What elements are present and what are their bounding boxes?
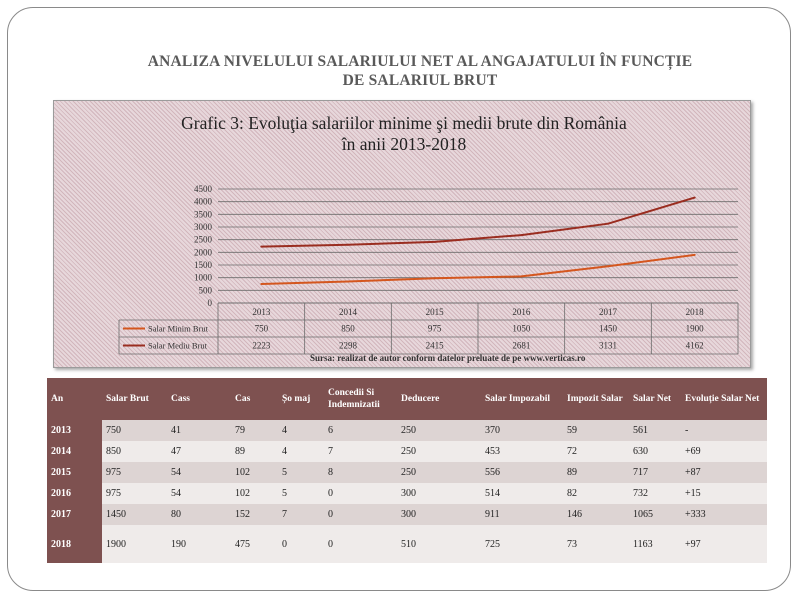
data-label: 1900 bbox=[685, 323, 704, 334]
table-cell: 7 bbox=[324, 441, 397, 462]
series-line bbox=[261, 255, 694, 284]
data-point bbox=[347, 280, 349, 282]
table-cell: 79 bbox=[231, 420, 278, 441]
table-cell: 73 bbox=[563, 525, 629, 563]
y-tick-label: 4000 bbox=[194, 196, 212, 207]
row-year: 2014 bbox=[47, 441, 102, 462]
table-cell: +333 bbox=[681, 504, 767, 525]
table-cell: 4 bbox=[278, 441, 324, 462]
table-row bbox=[47, 483, 767, 504]
data-point bbox=[260, 246, 262, 248]
table-cell: 41 bbox=[167, 420, 231, 441]
data-label: 2415 bbox=[425, 340, 444, 351]
table-cell: +69 bbox=[681, 441, 767, 462]
data-label: 750 bbox=[254, 323, 269, 334]
table-cell: 561 bbox=[629, 420, 681, 441]
x-tick-label: 2013 bbox=[252, 307, 271, 317]
data-point bbox=[694, 254, 696, 256]
data-point bbox=[520, 275, 522, 277]
column-header: Cas bbox=[231, 378, 278, 420]
table-cell: 1163 bbox=[629, 525, 681, 563]
column-header: Evoluție Salar Net bbox=[681, 378, 767, 420]
x-tick-label: 2015 bbox=[425, 307, 444, 317]
table-row bbox=[47, 462, 767, 483]
table-cell: 102 bbox=[231, 483, 278, 504]
table-cell: 89 bbox=[231, 441, 278, 462]
table-cell: 89 bbox=[563, 462, 629, 483]
table-row bbox=[47, 420, 767, 441]
data-label: 1450 bbox=[599, 323, 617, 334]
row-year: 2017 bbox=[47, 504, 102, 525]
column-header: An bbox=[47, 378, 102, 420]
table-cell: 54 bbox=[167, 483, 231, 504]
table-cell: 911 bbox=[481, 504, 563, 525]
y-tick-label: 2000 bbox=[194, 247, 212, 258]
table-cell: 152 bbox=[231, 504, 278, 525]
salary-table bbox=[47, 378, 767, 563]
y-tick-label: 500 bbox=[198, 285, 212, 296]
legend-label: Salar Mediu Brut bbox=[148, 340, 208, 351]
column-header: Impozit Salar bbox=[563, 378, 629, 420]
data-label: 2223 bbox=[252, 340, 271, 351]
table-cell: 300 bbox=[397, 483, 481, 504]
table-cell: 72 bbox=[563, 441, 629, 462]
row-year: 2018 bbox=[47, 525, 102, 563]
column-header: Cass bbox=[167, 378, 231, 420]
table-cell: 1065 bbox=[629, 504, 681, 525]
table-cell: 514 bbox=[481, 483, 563, 504]
table-cell: 0 bbox=[324, 504, 397, 525]
table-cell: 5 bbox=[278, 483, 324, 504]
table-cell: 59 bbox=[563, 420, 629, 441]
table-cell: 630 bbox=[629, 441, 681, 462]
table-cell: 750 bbox=[102, 420, 167, 441]
y-tick-label: 2500 bbox=[194, 234, 212, 245]
table-cell: 82 bbox=[563, 483, 629, 504]
table-cell: 80 bbox=[167, 504, 231, 525]
table-cell: 146 bbox=[563, 504, 629, 525]
table-row bbox=[47, 441, 767, 462]
data-label: 975 bbox=[427, 323, 442, 334]
data-point bbox=[607, 265, 609, 267]
column-header: Concedii Si Indemnizatii bbox=[324, 378, 397, 420]
data-point bbox=[520, 234, 522, 236]
table-cell: +97 bbox=[681, 525, 767, 563]
table-cell: 475 bbox=[231, 525, 278, 563]
table-cell: 47 bbox=[167, 441, 231, 462]
x-tick-label: 2014 bbox=[339, 307, 357, 317]
table-cell: 54 bbox=[167, 462, 231, 483]
table-cell: 732 bbox=[629, 483, 681, 504]
y-tick-label: 1500 bbox=[194, 260, 212, 270]
data-label: 850 bbox=[341, 323, 355, 334]
table-cell: 5 bbox=[278, 462, 324, 483]
row-year: 2013 bbox=[47, 420, 102, 441]
data-point bbox=[694, 197, 696, 199]
data-label: 2681 bbox=[512, 340, 531, 351]
data-point bbox=[607, 223, 609, 225]
table-cell: 0 bbox=[278, 525, 324, 563]
column-header: Salar Net bbox=[629, 378, 681, 420]
x-tick-label: 2016 bbox=[512, 307, 531, 317]
table-cell: +15 bbox=[681, 483, 767, 504]
data-label: 4162 bbox=[685, 340, 704, 351]
table-cell: 0 bbox=[324, 525, 397, 563]
table-cell: 250 bbox=[397, 462, 481, 483]
data-point bbox=[434, 277, 436, 279]
table-cell: 850 bbox=[102, 441, 167, 462]
row-year: 2015 bbox=[47, 462, 102, 483]
y-tick-label: 0 bbox=[207, 298, 212, 308]
table-cell: 0 bbox=[324, 483, 397, 504]
x-tick-label: 2018 bbox=[685, 307, 704, 317]
table-cell: 556 bbox=[481, 462, 563, 483]
page-title: ANALIZA NIVELULUI SALARIULUI NET AL ANGAJATULUI ÎN FUNCȚIE DE SALARIUL BRUT bbox=[147, 53, 693, 89]
table-cell: 250 bbox=[397, 441, 481, 462]
table-cell: 6 bbox=[324, 420, 397, 441]
data-point bbox=[260, 283, 262, 285]
table-row bbox=[47, 525, 767, 563]
chart-heading-line2: în anii 2013-2018 bbox=[341, 134, 467, 154]
table-cell: 725 bbox=[481, 525, 563, 563]
table-cell: 1450 bbox=[102, 504, 167, 525]
x-tick-label: 2017 bbox=[599, 307, 617, 317]
y-tick-label: 3000 bbox=[194, 222, 212, 232]
table-cell: 190 bbox=[167, 525, 231, 563]
line-chart bbox=[54, 101, 752, 369]
data-point bbox=[347, 244, 349, 246]
table-cell: 8 bbox=[324, 462, 397, 483]
table-cell: 300 bbox=[397, 504, 481, 525]
y-tick-label: 4500 bbox=[194, 184, 212, 194]
table-cell: 975 bbox=[102, 462, 167, 483]
chart-panel bbox=[53, 100, 751, 368]
table-cell: 4 bbox=[278, 420, 324, 441]
legend-label: Salar Minim Brut bbox=[148, 323, 208, 334]
table-cell: 250 bbox=[397, 420, 481, 441]
y-tick-label: 1000 bbox=[194, 272, 212, 283]
data-label: 1050 bbox=[512, 323, 531, 334]
column-header: Șo maj bbox=[278, 378, 324, 420]
column-header: Salar Brut bbox=[102, 378, 167, 420]
column-header: Deducere bbox=[397, 378, 481, 420]
table-cell: 7 bbox=[278, 504, 324, 525]
table-cell: 102 bbox=[231, 462, 278, 483]
table-cell: 717 bbox=[629, 462, 681, 483]
table-cell: +87 bbox=[681, 462, 767, 483]
chart-heading-line1: Grafic 3: Evoluţia salariilor minime şi medii brute din România bbox=[181, 113, 627, 133]
y-tick-label: 3500 bbox=[194, 209, 212, 220]
table-cell: 370 bbox=[481, 420, 563, 441]
data-point bbox=[434, 241, 436, 243]
row-year: 2016 bbox=[47, 483, 102, 504]
chart-source: Sursa: realizat de autor conform datelor preluate de pe www.verticas.ro bbox=[310, 353, 586, 363]
table-cell: 1900 bbox=[102, 525, 167, 563]
table-cell: - bbox=[681, 420, 767, 441]
data-label: 3131 bbox=[599, 340, 617, 351]
table-cell: 453 bbox=[481, 441, 563, 462]
data-label: 2298 bbox=[339, 340, 357, 351]
table-header-row bbox=[47, 378, 767, 420]
table-row bbox=[47, 504, 767, 525]
table-cell: 975 bbox=[102, 483, 167, 504]
table-cell: 510 bbox=[397, 525, 481, 563]
column-header: Salar Impozabil bbox=[481, 378, 563, 420]
